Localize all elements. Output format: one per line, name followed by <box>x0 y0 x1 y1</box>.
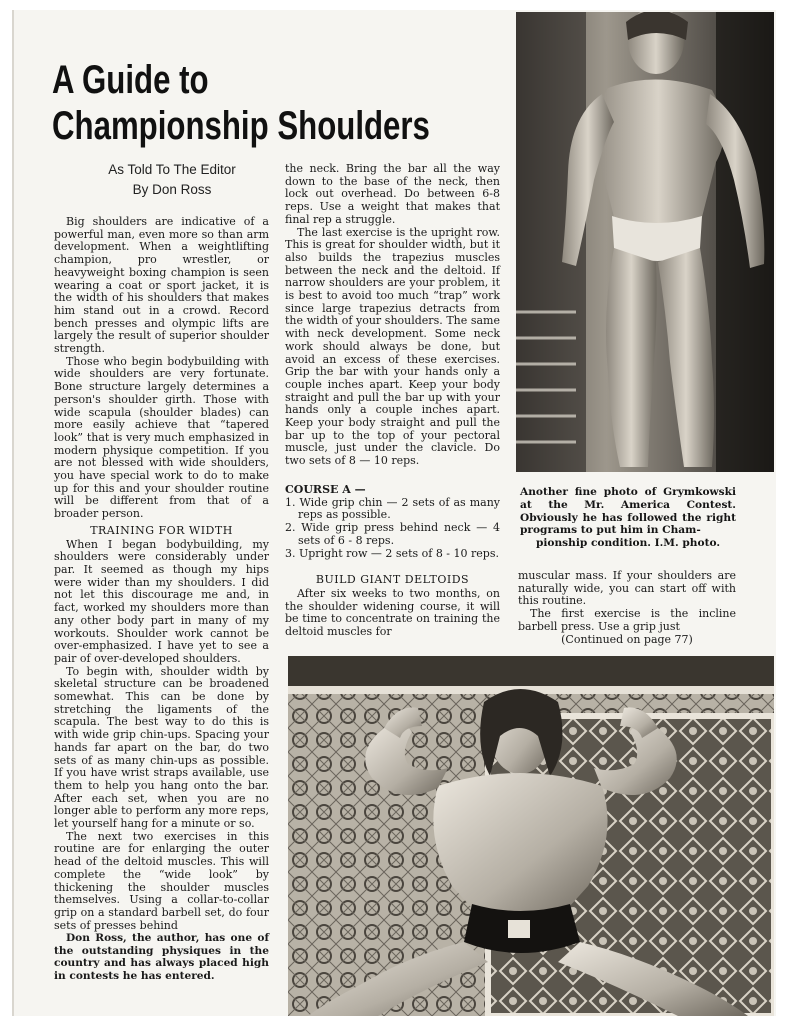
column-2 <box>285 163 500 468</box>
paragraph: The first exercise is the incline barbell press. Use a grip just <box>518 607 736 633</box>
paragraph: muscular mass. If your shoulders are naturally wide, you can start off with this routine. <box>518 569 736 608</box>
course-a-list <box>285 484 500 639</box>
section-heading: BUILD GIANT DELTOIDS <box>315 573 470 587</box>
article-title-line1: A Guide to <box>52 58 209 102</box>
byline-author: By Don Ross <box>132 182 212 197</box>
section-heading: TRAINING FOR WIDTH <box>90 523 233 537</box>
column-3 <box>518 570 736 646</box>
paragraph: To begin with, shoulder width by skeletal structure can be broadened somewhat. This can be done by stretching the ligaments of the scapula. The best way to do this is with wide grip chin-ups. Spacing your hands far apart on the bar, do two sets of as many chin-ups as possible. If you have wrist straps available, use them to help you hang onto the bar. After each set, when you are no longer able to perform any more reps, let yourself hang for a minute or so. <box>54 664 269 831</box>
bodybuilder-photo-standing <box>516 12 774 472</box>
course-item: 3. Upright row — 2 sets of 8 - 10 reps. <box>285 546 499 560</box>
author-note-box <box>54 932 269 982</box>
article-title-line2: Championship Shoulders <box>52 104 430 148</box>
course-item: 1. Wide grip chin — 2 sets of as many reps as possible. <box>285 495 500 522</box>
course-title: COURSE A — <box>285 483 366 496</box>
course-item: 2. Wide grip press behind neck — 4 sets of 6 - 8 reps. <box>285 521 500 547</box>
paragraph: The next two exercises in this routine are for enlarging the outer head of the deltoid muscles. This will complete the “wide look” by thickening the shoulder muscles themselves. Using a collar-to-collar grip on a standard barbell set, do four sets of presses behind <box>54 829 269 932</box>
photo-caption <box>520 486 736 550</box>
byline-editor: As Told To The Editor <box>108 162 236 177</box>
caption-text: Another fine photo of Grymkowski at the Mr. America Contest. Obviously he has followed the right programs to put him in Cham- <box>520 486 736 537</box>
paragraph: The last exercise is the upright row. This is great for shoulder width, but it also builds the trapezius muscles between the neck and the deltoid. If narrow shoulders are your problem, it is best to avoid too much “trap” work since large trapezius detracts from the width of your shoulders. The same with neck development. Some neck work should always be done, but avoid an excess of these exercises. Grip the bar with your hands only a couple inches apart. Keep your body straight and pull the bar up with your hands only a couple inches apart. Keep your body straight and pull the bar up to the top of your pectoral muscle, just under the clavicle. Do two sets of 8 — 10 reps. <box>285 225 500 468</box>
paragraph: When I began bodybuilding, my shoulders were considerably under par. It seemed as though my hips were wider than my shoulders. I did not let this discourage me and, in fact, worked my shoulders more than any other body part in many of my workouts. Shoulder work cannot be over-emphasized. I have yet to see a pair of over-developed shoulders. <box>54 537 269 665</box>
continued-note: (Continued on page 77) <box>561 632 693 646</box>
posing-bodybuilder-image <box>288 656 774 1016</box>
bodybuilder-photo-posing <box>288 656 774 1016</box>
caption-text-end: pionship condition. I.M. photo. <box>535 537 721 550</box>
paragraph: the neck. Bring the bar all the way down to the base of the neck, then lock out overhead. Do between 6-8 reps. Use a weight that makes that final rep a struggle. <box>285 162 500 226</box>
paragraph: After six weeks to two months, on the shoulder widening course, it will be time to concentrate on training the deltoid muscles for <box>285 586 500 639</box>
paragraph: Those who begin bodybuilding with wide shoulders are very fortunate. Bone structure largely determines a person's shoulder girth. Those with wide scapula (shoulder blades) can more easily achieve that “tapered look” that is very much emphasized in modern physique competition. If you are not blessed with wide shoulders, you have special work to do to make up for this and your shoulder routine will be different from that of a broader person. <box>54 354 269 521</box>
author-note: Don Ross, the author, has one of the outstanding physiques in the country and has always placed high in contests he has entered. <box>54 932 269 982</box>
paragraph: Big shoulders are indicative of a powerful man, even more so than arm development. When a weightlifting champion, pro wrestler, or heavyweight boxing champion is seen wearing a coat or sport jacket, it is the width of his shoulders that makes him stand out in a crowd. Record bench presses and olympic lifts are largely the result of superior shoulder strength. <box>54 215 269 356</box>
standing-bodybuilder-image <box>516 12 774 472</box>
column-1 <box>54 216 269 932</box>
